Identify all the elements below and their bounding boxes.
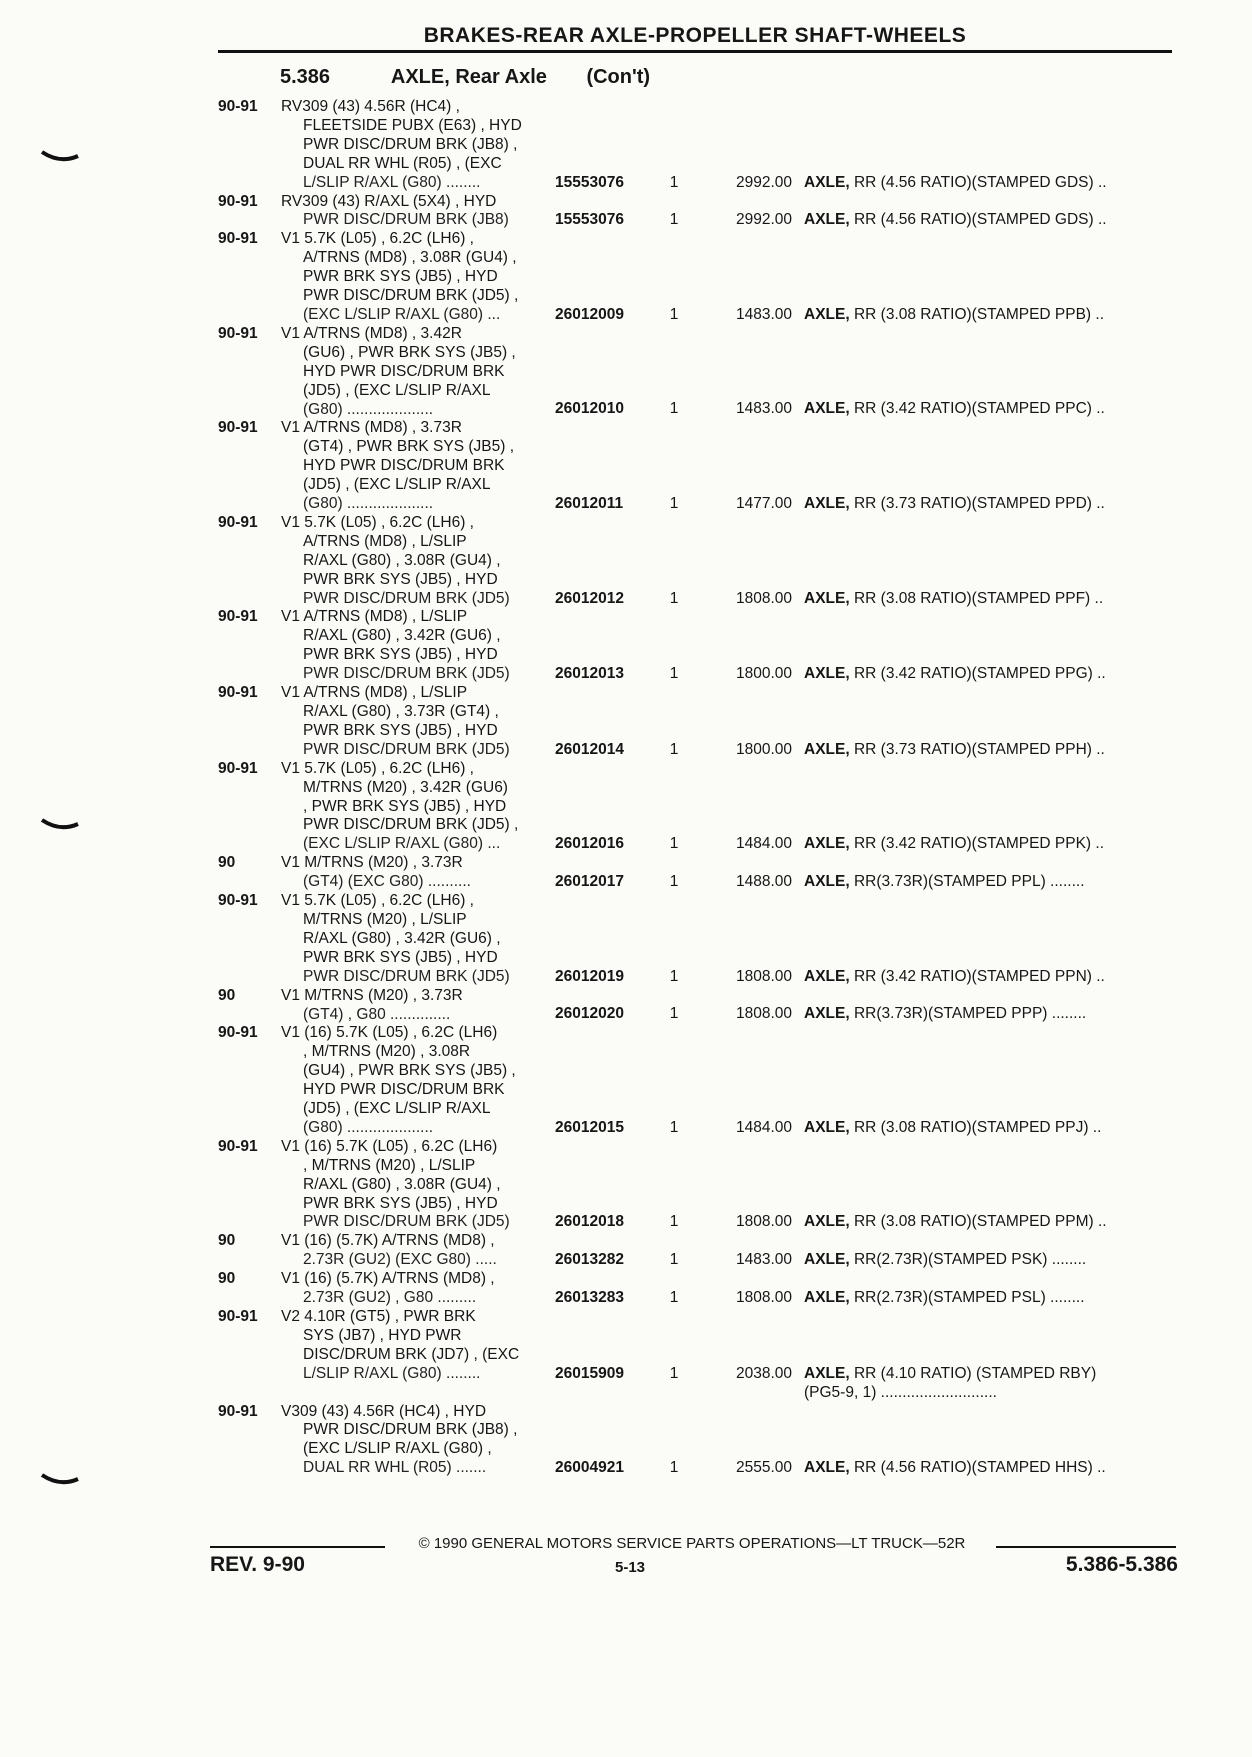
application-line: A/TRNS (MD8) , L/SLIP	[303, 532, 467, 550]
catalog-entry	[210, 1024, 1182, 1137]
application-line: V1 M/TRNS (M20) , 3.73R	[281, 854, 463, 872]
model-years: 90-91	[218, 1308, 258, 1325]
part-name: AXLE,	[804, 1213, 850, 1231]
quantity: 1	[669, 1459, 679, 1477]
application-description	[281, 193, 555, 231]
application-line: SYS (JB7) , HYD PWR	[303, 1326, 462, 1344]
part-name: AXLE,	[804, 400, 850, 418]
application-line: PWR BRK SYS (JB5) , HYD	[303, 646, 498, 664]
part-description	[804, 1213, 1181, 1232]
catalog-entry	[210, 684, 1182, 760]
application-line: HYD PWR DISC/DRUM BRK	[303, 457, 505, 475]
footer-copyright: © 1990 GENERAL MOTORS SERVICE PARTS OPERATIONS—LT TRUCK—52R	[418, 1535, 966, 1552]
part-number: 26012019	[555, 967, 624, 985]
application-line: (JD5) , (EXC L/SLIP R/AXL	[303, 476, 491, 494]
application-line: DISC/DRUM BRK (JD7) , (EXC	[303, 1345, 520, 1363]
part-detail: RR (3.42 RATIO)(STAMPED PPN) ..	[849, 967, 1105, 985]
price: 1808.00	[735, 1289, 792, 1307]
part-detail: RR (3.73 RATIO)(STAMPED PPH) ..	[849, 740, 1105, 758]
application-line: RV309 (43) R/AXL (5X4) , HYD	[281, 192, 497, 210]
application-description	[281, 608, 555, 684]
quantity: 1	[669, 835, 679, 853]
part-number: 26015909	[555, 1364, 624, 1382]
part-detail: RR (3.08 RATIO)(STAMPED PPJ) ..	[849, 1118, 1102, 1136]
model-years: 90	[218, 1232, 236, 1250]
application-line: RV309 (43) 4.56R (HC4) ,	[281, 98, 460, 115]
application-description	[281, 684, 555, 760]
part-number: 26012018	[555, 1213, 624, 1231]
application-description	[281, 892, 555, 987]
part-description	[804, 1005, 1181, 1024]
part-number: 26012012	[555, 589, 624, 607]
application-line: PWR DISC/DRUM BRK (JB8) ,	[303, 1421, 518, 1439]
quantity: 1	[669, 967, 679, 985]
model-years: 90-91	[218, 1402, 258, 1420]
binder-hole-mark	[40, 818, 80, 832]
application-line: (JD5) , (EXC L/SLIP R/AXL	[303, 381, 491, 399]
part-number: 26012020	[555, 1005, 624, 1023]
application-line: DUAL RR WHL (R05) , (EXC	[303, 154, 502, 172]
part-name: AXLE,	[804, 1251, 850, 1269]
application-line: PWR DISC/DRUM BRK (JD5) ,	[303, 816, 519, 834]
footer-page-number: 5-13	[614, 1559, 646, 1576]
application-line: PWR DISC/DRUM BRK (JB8) ,	[303, 135, 518, 153]
price: 1488.00	[735, 873, 792, 891]
quantity: 1	[669, 1289, 679, 1307]
quantity: 1	[669, 1118, 679, 1136]
price: 1800.00	[735, 740, 792, 758]
quantity: 1	[669, 665, 679, 683]
price: 2038.00	[735, 1364, 792, 1382]
application-description	[281, 854, 555, 892]
price: 1483.00	[735, 1251, 792, 1269]
application-line: (G80) ....................	[303, 400, 434, 418]
application-line: DUAL RR WHL (R05) .......	[303, 1459, 487, 1477]
application-line: PWR BRK SYS (JB5) , HYD	[303, 570, 498, 588]
part-number: 15553076	[555, 173, 624, 191]
model-years: 90-91	[218, 892, 258, 910]
part-description	[804, 174, 1181, 193]
footer-rule-left	[210, 1546, 385, 1548]
part-name: AXLE,	[804, 305, 850, 323]
model-years: 90-91	[218, 1137, 258, 1155]
model-years: 90	[218, 986, 236, 1004]
application-line: PWR DISC/DRUM BRK (JD5)	[303, 740, 510, 758]
application-line: V1 5.7K (L05) , 6.2C (LH6) ,	[281, 230, 474, 248]
catalog-entry	[210, 419, 1182, 514]
catalog-entry	[210, 1270, 1182, 1308]
application-line: (EXC L/SLIP R/AXL (G80) ...	[303, 305, 501, 323]
application-description	[281, 1024, 555, 1137]
application-line: , M/TRNS (M20) , 3.08R	[303, 1043, 471, 1061]
part-description	[804, 1119, 1181, 1138]
model-years: 90-91	[218, 1024, 258, 1042]
application-line: V1 A/TRNS (MD8) , 3.42R	[281, 324, 462, 342]
part-detail: RR (3.42 RATIO)(STAMPED PPK) ..	[849, 835, 1105, 853]
parts-list	[210, 98, 1182, 1478]
application-line: R/AXL (G80) , 3.08R (GU4) ,	[303, 551, 501, 569]
part-description	[804, 1365, 1181, 1384]
application-line: R/AXL (G80) , 3.42R (GU6) ,	[303, 929, 501, 947]
application-line: PWR DISC/DRUM BRK (JD5)	[303, 665, 510, 683]
quantity: 1	[669, 1005, 679, 1023]
part-name: AXLE,	[804, 173, 850, 191]
quantity: 1	[669, 211, 679, 229]
application-line: L/SLIP R/AXL (G80) ........	[303, 1364, 481, 1382]
application-line: PWR BRK SYS (JB5) , HYD	[303, 268, 498, 286]
catalog-entry	[210, 230, 1182, 325]
binder-hole-mark	[40, 150, 80, 164]
catalog-entry	[210, 1138, 1182, 1233]
part-detail: RR (3.08 RATIO)(STAMPED PPB) ..	[849, 305, 1105, 323]
application-line: 2.73R (GU2) (EXC G80) .....	[303, 1251, 497, 1269]
part-number: 26012015	[555, 1118, 624, 1136]
price: 1484.00	[735, 835, 792, 853]
application-line: V1 5.7K (L05) , 6.2C (LH6) ,	[281, 892, 474, 910]
application-line: , M/TRNS (M20) , L/SLIP	[303, 1156, 476, 1174]
part-name: AXLE,	[804, 1005, 850, 1023]
application-line: PWR DISC/DRUM BRK (JD5)	[303, 589, 510, 607]
model-years: 90-91	[218, 759, 258, 777]
part-detail: RR (4.56 RATIO)(STAMPED GDS) ..	[849, 211, 1107, 229]
part-number: 26013282	[555, 1251, 624, 1269]
footer-section-range: 5.386-5.386	[1065, 1553, 1178, 1576]
application-line: PWR BRK SYS (JB5) , HYD	[303, 1194, 498, 1212]
application-line: V1 A/TRNS (MD8) , L/SLIP	[281, 684, 468, 702]
part-description	[804, 968, 1181, 987]
model-years: 90-91	[218, 98, 258, 115]
part-detail: RR (3.42 RATIO)(STAMPED PPG) ..	[849, 665, 1106, 683]
application-line: (G80) ....................	[303, 1118, 434, 1136]
part-number: 26012013	[555, 665, 624, 683]
price: 1808.00	[735, 1005, 792, 1023]
application-line: (GT4) , PWR BRK SYS (JB5) ,	[303, 438, 514, 456]
application-description	[281, 987, 555, 1025]
part-description	[804, 306, 1181, 325]
application-line: (GT4) (EXC G80) ..........	[303, 873, 471, 891]
catalog-entry	[210, 854, 1182, 892]
application-line: HYD PWR DISC/DRUM BRK	[303, 1081, 505, 1099]
application-line: PWR BRK SYS (JB5) , HYD	[303, 721, 498, 739]
application-line: FLEETSIDE PUBX (E63) , HYD	[303, 116, 522, 134]
application-line: PWR BRK SYS (JB5) , HYD	[303, 948, 498, 966]
application-line: , PWR BRK SYS (JB5) , HYD	[303, 797, 507, 815]
price: 1484.00	[735, 1118, 792, 1136]
part-number: 26004921	[555, 1459, 624, 1477]
part-name: AXLE,	[804, 495, 850, 512]
application-line: R/AXL (G80) , 3.08R (GU4) ,	[303, 1175, 501, 1193]
model-years: 90	[218, 854, 236, 872]
application-line: (GU4) , PWR BRK SYS (JB5) ,	[303, 1062, 516, 1080]
part-number: 26012017	[555, 873, 624, 891]
part-description	[804, 211, 1181, 230]
model-years: 90-91	[218, 419, 258, 437]
model-years: 90-91	[218, 513, 258, 531]
price: 1483.00	[735, 305, 792, 323]
part-name: AXLE,	[804, 740, 850, 758]
part-detail: RR (4.10 RATIO) (STAMPED RBY)	[849, 1364, 1097, 1382]
part-detail-continued: (PG5-9, 1) ...........................	[804, 1383, 997, 1401]
part-name: AXLE,	[804, 835, 850, 853]
part-name: AXLE,	[804, 873, 850, 891]
quantity: 1	[669, 589, 679, 607]
catalog-entry	[210, 193, 1182, 231]
part-number: 26013283	[555, 1289, 624, 1307]
section-heading	[280, 66, 706, 89]
section-continued: (Con't)	[586, 66, 651, 88]
application-line: M/TRNS (M20) , L/SLIP	[303, 910, 467, 928]
part-detail: RR (3.08 RATIO)(STAMPED PPM) ..	[849, 1213, 1107, 1231]
part-number: 26012010	[555, 400, 624, 418]
part-name: AXLE,	[804, 1118, 850, 1136]
application-line: A/TRNS (MD8) , 3.08R (GU4) ,	[303, 249, 517, 267]
quantity: 1	[669, 173, 679, 191]
part-name: AXLE,	[804, 1364, 850, 1382]
application-description	[281, 325, 555, 420]
part-detail: RR (3.08 RATIO)(STAMPED PPF) ..	[849, 589, 1104, 607]
application-line: L/SLIP R/AXL (G80) ........	[303, 173, 481, 191]
part-detail: RR(3.73R)(STAMPED PPL) ........	[849, 873, 1085, 891]
catalog-entry	[210, 325, 1182, 420]
price: 2992.00	[735, 211, 792, 229]
catalog-entry	[210, 1232, 1182, 1270]
application-line: PWR DISC/DRUM BRK (JD5)	[303, 1213, 510, 1231]
application-description	[281, 98, 555, 193]
part-description	[804, 1289, 1181, 1308]
application-description	[281, 230, 555, 325]
quantity: 1	[669, 873, 679, 891]
price: 1808.00	[735, 967, 792, 985]
binder-hole-mark	[40, 1473, 80, 1487]
part-detail: RR (4.56 RATIO)(STAMPED GDS) ..	[849, 173, 1107, 191]
application-line: (EXC L/SLIP R/AXL (G80) ...	[303, 835, 501, 853]
footer-revision: REV. 9-90	[210, 1553, 305, 1576]
quantity: 1	[669, 1213, 679, 1231]
price: 1808.00	[735, 1213, 792, 1231]
price: 1483.00	[735, 400, 792, 418]
price: 1800.00	[735, 665, 792, 683]
part-name: AXLE,	[804, 1289, 850, 1307]
part-name: AXLE,	[804, 665, 850, 683]
application-description	[281, 1308, 555, 1384]
part-detail: RR (4.56 RATIO)(STAMPED HHS) ..	[849, 1459, 1106, 1477]
part-name: AXLE,	[804, 967, 850, 985]
part-name: AXLE,	[804, 1459, 850, 1477]
catalog-entry	[210, 760, 1182, 855]
part-description	[804, 873, 1181, 892]
application-line: V1 (16) (5.7K) A/TRNS (MD8) ,	[281, 1270, 495, 1288]
application-description	[281, 419, 555, 514]
part-description	[804, 590, 1181, 609]
application-line: M/TRNS (M20) , 3.42R (GU6)	[303, 778, 508, 796]
part-description	[804, 741, 1181, 760]
quantity: 1	[669, 1251, 679, 1269]
model-years: 90	[218, 1270, 236, 1288]
price: 2992.00	[735, 173, 792, 191]
application-line: V2 4.10R (GT5) , PWR BRK	[281, 1308, 476, 1325]
application-line: (GT4) , G80 ..............	[303, 1005, 451, 1023]
model-years: 90-91	[218, 192, 258, 210]
application-line: V1 A/TRNS (MD8) , L/SLIP	[281, 608, 468, 626]
part-number: 26012016	[555, 835, 624, 853]
part-detail: RR(2.73R)(STAMPED PSL) ........	[849, 1289, 1085, 1307]
application-description	[281, 514, 555, 609]
quantity: 1	[669, 740, 679, 758]
application-line: V1 5.7K (L05) , 6.2C (LH6) ,	[281, 513, 474, 531]
application-line: 2.73R (GU2) , G80 .........	[303, 1289, 477, 1307]
application-line: V1 5.7K (L05) , 6.2C (LH6) ,	[281, 759, 474, 777]
part-number: 26012011	[555, 495, 624, 512]
catalog-entry	[210, 98, 1182, 193]
part-description	[804, 400, 1181, 419]
catalog-entry	[210, 608, 1182, 684]
application-line: V1 (16) 5.7K (L05) , 6.2C (LH6)	[281, 1137, 498, 1155]
application-line: (GU6) , PWR BRK SYS (JB5) ,	[303, 343, 516, 361]
application-line: PWR DISC/DRUM BRK (JD5)	[303, 967, 510, 985]
part-name: AXLE,	[804, 589, 850, 607]
application-line: R/AXL (G80) , 3.42R (GU6) ,	[303, 627, 501, 645]
part-description	[804, 1459, 1181, 1478]
application-line: V1 A/TRNS (MD8) , 3.73R	[281, 419, 462, 437]
catalog-entry	[210, 1308, 1182, 1403]
application-line: R/AXL (G80) , 3.73R (GT4) ,	[303, 703, 499, 720]
catalog-entry	[210, 1403, 1182, 1479]
part-detail: RR (3.42 RATIO)(STAMPED PPC) ..	[849, 400, 1105, 418]
part-description	[804, 1251, 1181, 1270]
quantity: 1	[669, 1364, 679, 1382]
application-line: PWR DISC/DRUM BRK (JB8)	[303, 211, 509, 229]
application-line: PWR DISC/DRUM BRK (JD5) ,	[303, 287, 519, 305]
application-line: V1 M/TRNS (M20) , 3.73R	[281, 986, 463, 1004]
application-line: (EXC L/SLIP R/AXL (G80) ,	[303, 1440, 492, 1458]
part-detail: RR(3.73R)(STAMPED PPP) ........	[849, 1005, 1087, 1023]
part-description	[804, 495, 1181, 514]
header-rule	[218, 50, 1172, 53]
model-years: 90-91	[218, 684, 258, 702]
application-description	[281, 1403, 555, 1479]
page-header-title: BRAKES-REAR AXLE-PROPELLER SHAFT-WHEELS	[423, 24, 967, 47]
part-description	[804, 665, 1181, 684]
application-line: (JD5) , (EXC L/SLIP R/AXL	[303, 1100, 491, 1118]
part-detail: RR (3.73 RATIO)(STAMPED PPD) ..	[849, 495, 1105, 512]
catalog-entry	[210, 892, 1182, 987]
model-years: 90-91	[218, 324, 258, 342]
footer-rule-right	[996, 1546, 1176, 1548]
quantity: 1	[669, 400, 679, 418]
part-number: 26012009	[555, 305, 624, 323]
part-name: AXLE,	[804, 211, 850, 229]
part-description	[804, 835, 1181, 854]
application-line: V309 (43) 4.56R (HC4) , HYD	[281, 1402, 487, 1420]
price: 2555.00	[735, 1459, 792, 1477]
application-description	[281, 760, 555, 855]
catalog-entry	[210, 987, 1182, 1025]
application-line: V1 (16) (5.7K) A/TRNS (MD8) ,	[281, 1232, 495, 1250]
catalog-entry	[210, 514, 1182, 609]
section-number: 5.386	[280, 66, 331, 88]
application-line: V1 (16) 5.7K (L05) , 6.2C (LH6)	[281, 1024, 498, 1042]
part-detail: RR(2.73R)(STAMPED PSK) ........	[849, 1251, 1087, 1269]
part-number: 26012014	[555, 740, 624, 758]
section-name: AXLE, Rear Axle	[390, 66, 547, 88]
quantity: 1	[669, 305, 679, 323]
application-line: (G80) ....................	[303, 495, 434, 513]
price: 1477.00	[735, 495, 792, 512]
quantity: 1	[669, 495, 679, 512]
price: 1808.00	[735, 589, 792, 607]
application-description	[281, 1270, 555, 1308]
application-line: HYD PWR DISC/DRUM BRK	[303, 362, 505, 380]
model-years: 90-91	[218, 608, 258, 626]
model-years: 90-91	[218, 230, 258, 248]
application-description	[281, 1138, 555, 1233]
part-number: 15553076	[555, 211, 624, 229]
application-description	[281, 1232, 555, 1270]
